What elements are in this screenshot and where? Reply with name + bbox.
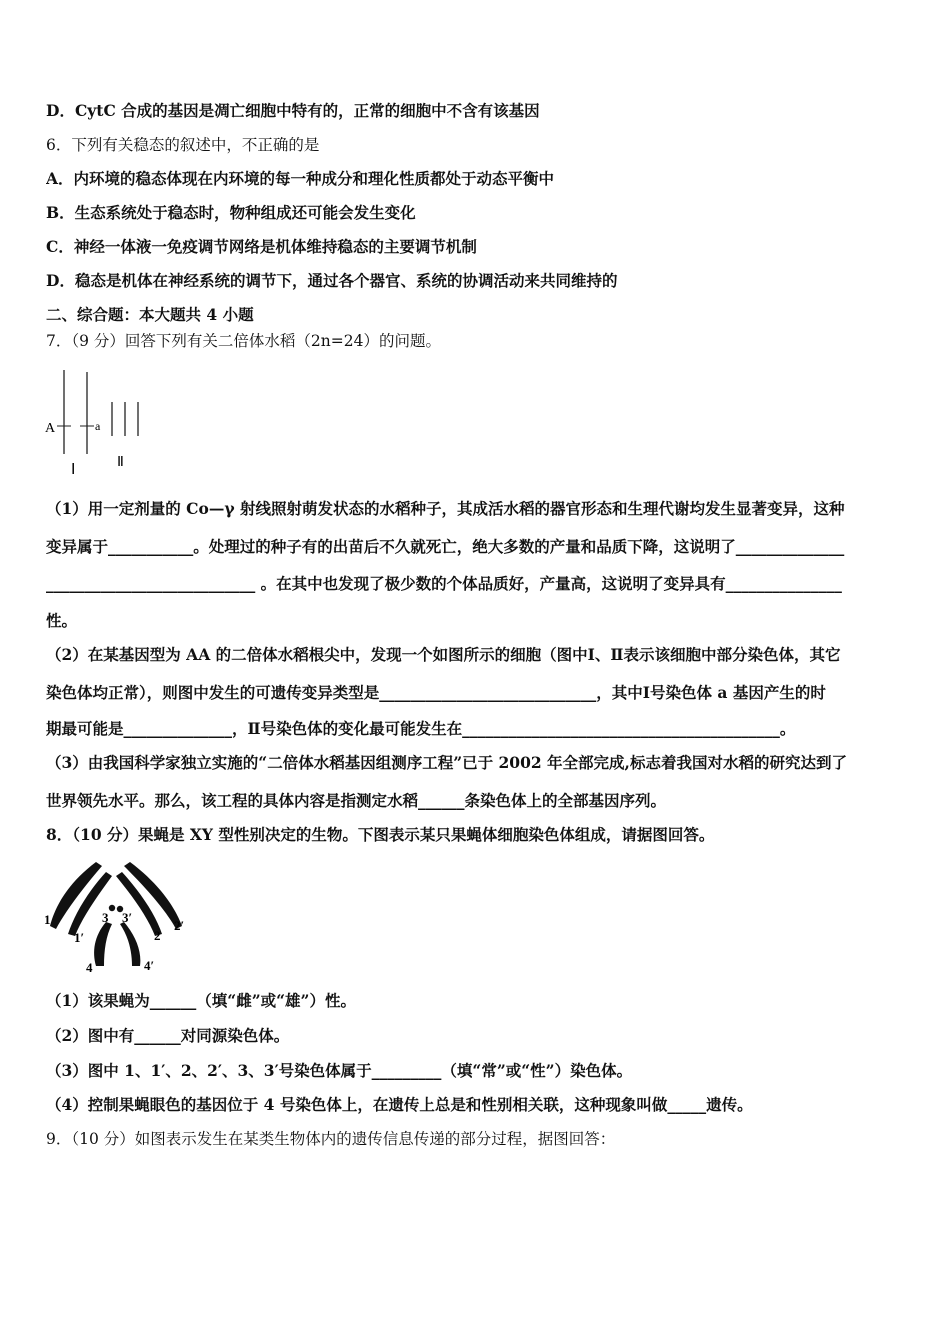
label-2: 2 — [154, 928, 161, 943]
label-chromosome-ii: Ⅱ — [117, 455, 124, 470]
label-4-prime: 4′ — [144, 958, 155, 973]
q8-karyotype-figure — [44, 856, 194, 976]
q7-part2-line2: 染色体均正常），则图中发生的可遗传变异类型是____________________________，其中Ⅰ号染色体 a 基因产生的时 — [46, 683, 826, 702]
label-2-prime: 2′ — [174, 918, 185, 933]
label-gene-A: A — [45, 421, 56, 436]
label-3-prime: 3′ — [122, 910, 133, 925]
q7-part2-line3: 期最可能是______________，Ⅱ号染色体的变化最可能发生在_________________________________________。 — [46, 719, 796, 738]
label-chromosome-i: Ⅰ — [71, 462, 76, 478]
label-4: 4 — [86, 960, 93, 975]
label-3: 3 — [102, 910, 109, 925]
q7-part1-line3: ___________________________ 。在其中也发现了极少数的个体品质好，产量高，这说明了变异具有_______________ — [46, 574, 842, 593]
q7-chromosome-figure — [44, 366, 154, 478]
label-gene-a: a — [95, 419, 101, 433]
q7-part3-line2: 世界领先水平。那么，该工程的具体内容是指测定水稻______条染色体上的全部基因序列。 — [46, 791, 667, 810]
label-1: 1 — [44, 912, 51, 927]
q7-part1-line1: （1）用一定剂量的 Co—γ 射线照射萌发状态的水稻种子，其成活水稻的器官形态和生理代谢均发生显著变异，这种 — [46, 499, 845, 518]
q6-option-a: A．内环境的稳态体现在内环境的每一种成分和理化性质都处于动态平衡中 — [46, 169, 555, 188]
q7-stem: 7．（9 分）回答下列有关二倍体水稻（2n=24）的问题。 — [46, 332, 441, 350]
q6-option-c: C．神经一体液一免疫调节网络是机体维持稳态的主要调节机制 — [46, 237, 477, 256]
q6-stem: 6．下列有关稳态的叙述中，不正确的是 — [46, 136, 320, 154]
q7-part1-line4: 性。 — [46, 611, 78, 630]
chromosome-4 — [94, 922, 112, 966]
chromosome-4-prime — [120, 922, 140, 966]
q6-option-d: D．稳态是机体在神经系统的调节下，通过各个器官、系统的协调活动来共同维持的 — [46, 271, 618, 290]
q5-option-d: D．CytC 合成的基因是凋亡细胞中特有的，正常的细胞中不含有该基因 — [46, 101, 540, 120]
q7-part3-line1: （3）由我国科学家独立实施的“二倍体水稻基因组测序工程”已于 2002 年全部完成,标志着我国对水稻的研究达到了 — [46, 753, 847, 772]
q7-part1-line2: 变异属于___________。处理过的种子有的出苗后不久就死亡，绝大多数的产量和品质下降，这说明了______________ — [46, 537, 845, 556]
section-heading: 二、综合题：本大题共 4 小题 — [46, 305, 254, 324]
q8-sub2: （2）图中有______对同源染色体。 — [46, 1026, 290, 1045]
label-1-prime: 1′ — [74, 930, 85, 945]
q6-option-b: B．生态系统处于稳态时，物种组成还可能会发生变化 — [46, 203, 416, 222]
chromosome-3 — [109, 905, 115, 911]
q8-sub1: （1）该果蝇为______（填“雌”或“雄”）性。 — [46, 991, 356, 1010]
q8-sub3: （3）图中 1、1′、2、2′、3、3′号染色体属于_________（填“常”或“性”）染色体。 — [46, 1061, 633, 1080]
q8-sub4: （4）控制果蝇眼色的基因位于 4 号染色体上，在遗传上总是和性别相关联，这种现象叫做_____遗传。 — [46, 1095, 753, 1114]
q7-part2-line1: （2）在某基因型为 AA 的二倍体水稻根尖中，发现一个如图所示的细胞（图中Ⅰ、Ⅱ表示该细胞中部分染色体，其它 — [46, 645, 841, 664]
q9-stem: 9．（10 分）如图表示发生在某类生物体内的遗传信息传递的部分过程，据图回答： — [46, 1130, 616, 1148]
q8-stem: 8．（10 分）果蝇是 XY 型性别决定的生物。下图表示某只果蝇体细胞染色体组成，请据图回答。 — [46, 825, 715, 844]
